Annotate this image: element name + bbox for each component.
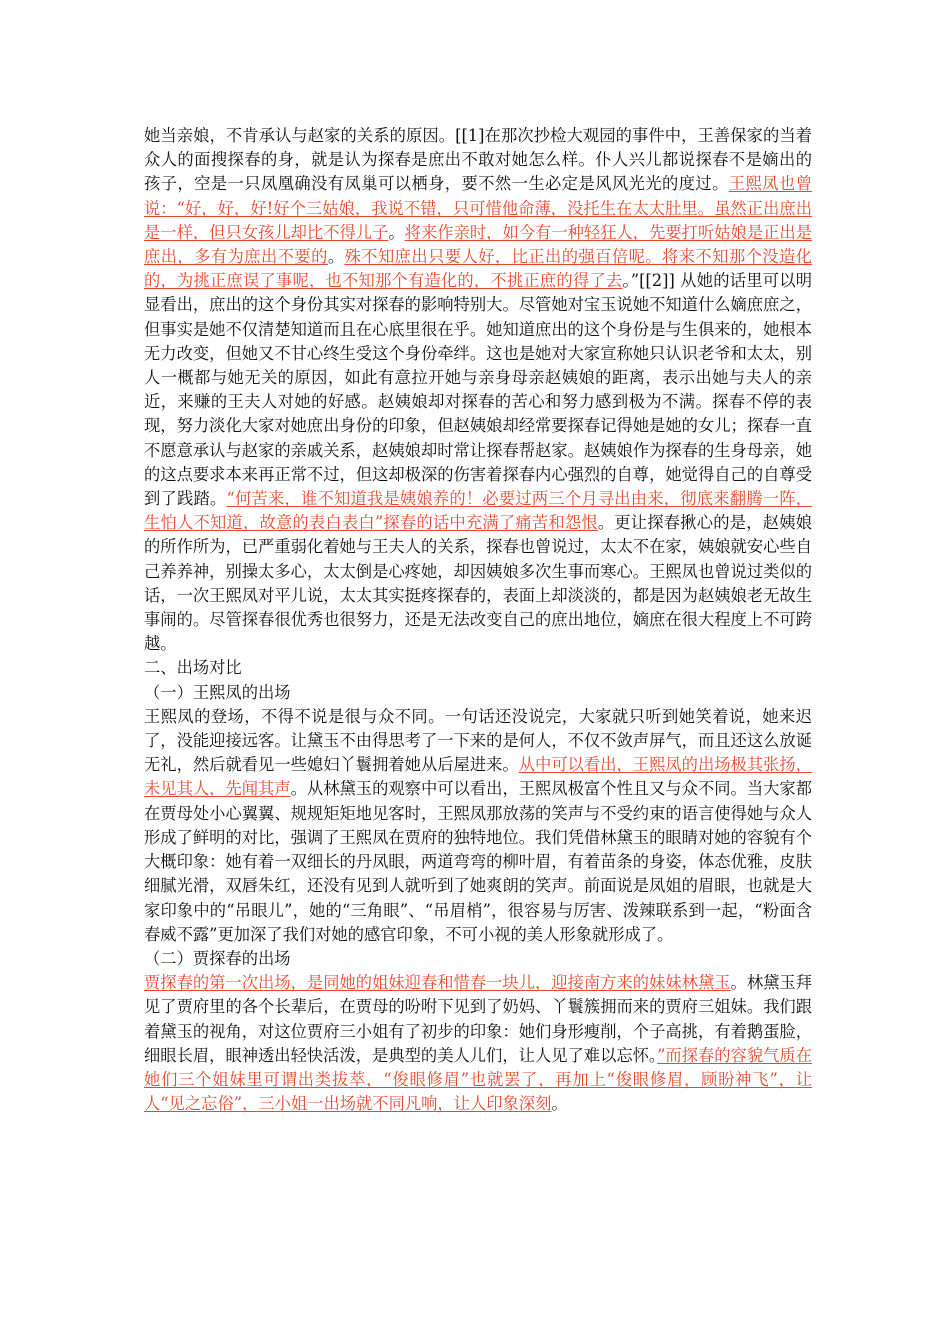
highlighted-quote: 殊不知庶出只要人好，比正出的强百倍呢。将来不知那个没造化的，为挑正庶误了事呢，也不知那个有造化的，不挑正庶的得了去 xyxy=(144,247,812,291)
paragraph-tanchun-status xyxy=(144,124,812,656)
highlighted-quote: “何苦来，谁不知道我是姨娘养的！必要过两三个月寻出由来，彻底来翻腾一阵，生怕人不知道，故意的表白表白”探春的话中充满了痛苦和怨恨 xyxy=(144,489,812,533)
text-run: 。 xyxy=(388,222,405,242)
highlighted-quote: 将来作亲时，如今有一种轻狂人，先要打听姑娘是正出是庶出，多有为庶出不要的 xyxy=(144,222,812,267)
text-run: 。”[[2]] 从她的话里可以明显看出，庶出的这个身份其实对探春的影响特别大。尽管她对宝玉说她不知道什么嫡庶庶之，但事实是她不仅清楚知道而且在心底里很在乎。她知道庶出的这个身份是与生俱来的，她根本无力改变，但她又不甘心终生受这个身份牵绊。这也是她对大家宣称她只认识老爷和太太，别人一概都与她无关的原因，如此有意拉开她与亲身母亲赵姨娘的距离，表示出她与夫人的亲近，来赚的王夫人对她的好感。赵姨娘却对探春的苦心和努力感到极为不满。探春不停的表现，努力淡化大家对她庶出身份的印象，但赵姨娘却经常要探春记得她是她的女儿；探春一直不愿意承认与赵家的亲戚关系，赵姨娘却时常让探春帮赵家。赵姨娘作为探春的生身母亲，她的这点要求本来再正常不过，但这却极深的伤害着探春内心强烈的自尊，她觉得自己的自尊受到了践踏。 xyxy=(144,271,812,509)
heading-text: 二、出场对比 xyxy=(144,658,242,678)
text-run: 。更让探春揪心的是，赵姨娘的所作所为，已严重弱化着她与王夫人的关系，探春也曾说过，太太不在家，姨娘就安心些自己养养神，别操太多心，太太倒是心疼她，却因姨娘多次生事而寒心。王熙凤也曾说过类似的话，一次王熙凤对平儿说，太太其实挺疼探春的，表面上却淡淡的，都是因为赵姨娘老无故生事闹的。尽管探春很优秀也很努力，还是无法改变自己的庶出地位，嫡庶在很大程度上不可跨越。 xyxy=(144,513,812,654)
highlighted-quote: ”而探春的容貌气质在她们三个姐妹里可谓出类拔萃，“俊眼修眉”也就罢了，再加上“俊眼修眉，顾盼神飞”，让人“见之忘俗”，三小姐一出场就不同凡响，让人印象深刻 xyxy=(144,1045,812,1114)
highlighted-quote: 从中可以看出，王熙凤的出场极其张扬，未见其人，先闻其声 xyxy=(144,755,812,799)
section-heading xyxy=(144,656,812,680)
text-run: 王熙凤的登场，不得不说是很与众不同。一句话还没说完，大家就只听到她笑着说，她来迟了，没能迎接远客。让黛玉不由得思考了一下来的是何人，不仅不敛声屏气，而且还这么放诞无礼，然后就看见一些媳妇丫鬟拥着她从后屋进来。 xyxy=(144,706,812,775)
subsection-heading xyxy=(144,681,812,705)
text-run: 。 xyxy=(551,1094,568,1114)
highlighted-quote: 贾探春的第一次出场，是同她的姐妹迎春和惜春一块儿，迎接南方来的妹妹林黛玉 xyxy=(144,973,731,993)
heading-text: （一）王熙凤的出场 xyxy=(144,682,291,702)
text-run: 她当亲娘，不肯承认与赵家的关系的原因。[[1]在那次抄检大观园的事件中，王善保家的当着众人的面搜探春的身，就是认为探春是庶出不敢对她怎么样。仆人兴儿都说探春不是嫡出的 孩子，空是一只凤凰确没有凤巢可以栖身，要不然一生必定是风风光光的度过。 xyxy=(144,126,812,194)
paragraph-jia-tanchun xyxy=(144,971,812,1116)
paragraph-wang-xifeng xyxy=(144,705,812,947)
document-page xyxy=(144,124,812,1116)
highlighted-quote: 王熙凤也曾说：“好，好，好!好个三姑娘，我说不错，只可惜他命薄，没托生在太太肚里。虽然正出庶出是一样，但只女孩儿却比不得儿子 xyxy=(144,174,812,242)
text-run: 。从林黛玉的观察中可以看出，王熙凤极富个性且又与众不同。当大家都在贾母处小心翼翼、规规矩矩地见客时，王熙凤那放荡的笑声与不受约束的语言使得她与众人形成了鲜明的对比，强调了王熙凤在贾府的独特地位。我们凭借林黛玉的眼睛对她的容貌有个大概印象：她有着一双细长的丹凤眼，两道弯弯的柳叶眉，有着苗条的身姿，体态优雅，皮肤细腻光滑，双唇朱红，还没有见到人就听到了她爽朗的笑声。前面说是凤姐的眉眼，也就是大家印象中的“吊眼儿”，她的“三角眼”、“吊眉梢”，很容易与厉害、泼辣联系到一起，“粉面含春威不露”更加深了我们对她的感官印象，不可小视的美人形象就形成了。 xyxy=(144,779,812,944)
heading-text: （二）贾探春的出场 xyxy=(144,948,291,968)
text-run: 。 xyxy=(327,247,345,267)
text-run: 。林黛玉拜见了贾府里的各个长辈后，在贾母的吩咐下见到了奶妈、丫鬟簇拥而来的贾府三姐妹。我们跟着黛玉的视角，对这位贾府三小姐有了初步的印象：她们身形瘦削，个子高挑，有着鹅蛋脸，细眼长眉，眼神透出轻快活泼，是典型的美人儿们，让人见了难以忘怀。 xyxy=(144,973,812,1065)
subsection-heading xyxy=(144,947,812,971)
